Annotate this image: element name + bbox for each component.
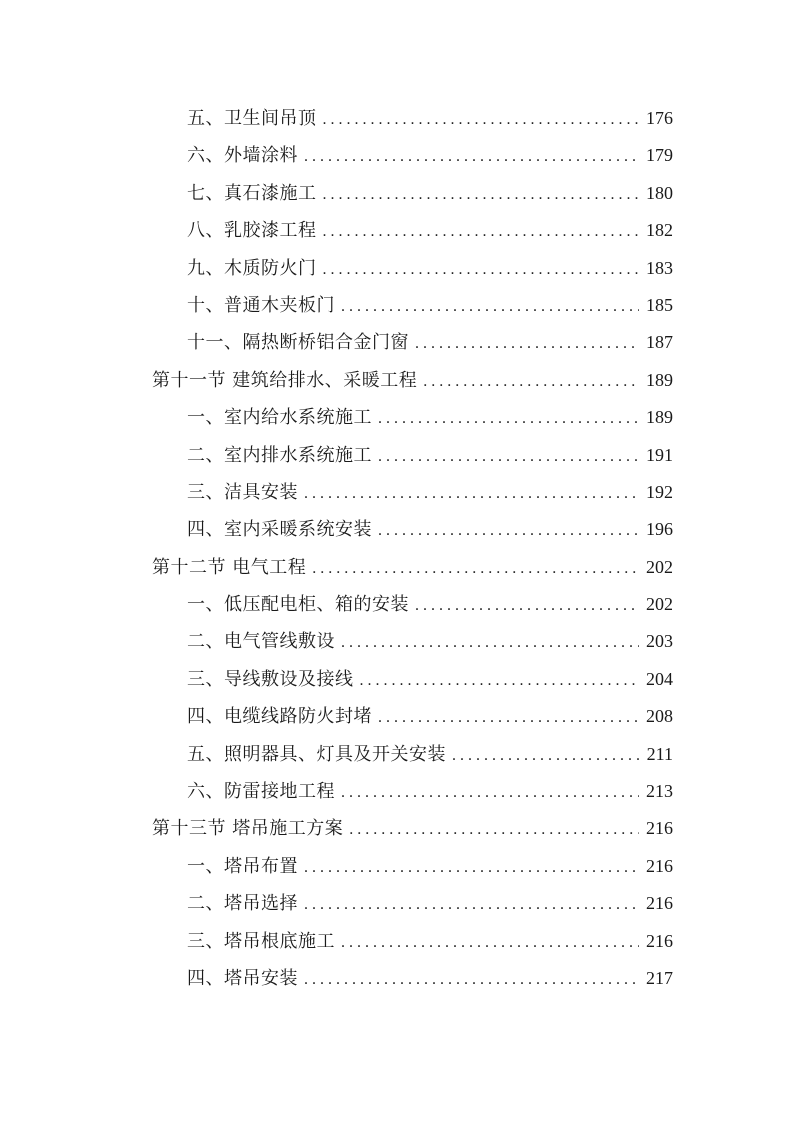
toc-page-number: 213 bbox=[646, 781, 673, 802]
toc-dot-leader bbox=[304, 475, 639, 512]
toc-subsection-entry[interactable] bbox=[152, 586, 673, 623]
toc-dot-leader bbox=[415, 587, 639, 624]
toc-entry-title: 第十一节 建筑给排水、采暖工程 bbox=[152, 369, 418, 391]
toc-dot-leader bbox=[349, 811, 639, 848]
toc-page-number: 176 bbox=[646, 108, 673, 128]
toc-dot-leader bbox=[304, 886, 639, 923]
toc-entry-title: 三、塔吊根底施工 bbox=[187, 930, 335, 952]
toc-page-number: 216 bbox=[646, 930, 673, 951]
toc-page-number: 211 bbox=[646, 743, 673, 764]
toc-dot-leader bbox=[423, 363, 639, 400]
toc-dot-leader bbox=[304, 138, 639, 175]
toc-entry-title: 五、照明器具、灯具及开关安装 bbox=[187, 743, 446, 765]
toc-dot-leader bbox=[323, 213, 640, 250]
toc-subsection-entry[interactable] bbox=[152, 661, 673, 698]
toc-page-number: 185 bbox=[646, 294, 673, 315]
toc-page-number: 192 bbox=[646, 481, 673, 502]
toc-page-number: 216 bbox=[646, 818, 673, 839]
toc-page-number: 182 bbox=[646, 220, 673, 241]
toc-subsection-entry[interactable] bbox=[152, 848, 673, 885]
toc-entry-title: 四、塔吊安装 bbox=[187, 967, 298, 989]
table-of-contents bbox=[152, 100, 673, 997]
toc-dot-leader bbox=[378, 400, 639, 437]
toc-entry-title: 二、电气管线敷设 bbox=[187, 631, 335, 653]
toc-section-entry[interactable] bbox=[152, 810, 673, 847]
toc-entry-title: 四、电缆线路防火封堵 bbox=[187, 706, 372, 728]
toc-page-number: 183 bbox=[646, 257, 673, 278]
toc-subsection-entry[interactable] bbox=[152, 923, 673, 960]
toc-entry-title: 三、洁具安装 bbox=[187, 481, 298, 503]
toc-subsection-entry[interactable] bbox=[152, 250, 673, 287]
toc-entry-title: 二、塔吊选择 bbox=[187, 893, 298, 915]
toc-subsection-entry[interactable] bbox=[152, 698, 673, 735]
toc-subsection-entry[interactable] bbox=[152, 399, 673, 436]
toc-entry-title: 第十三节 塔吊施工方案 bbox=[152, 818, 344, 840]
toc-entry-title: 九、木质防火门 bbox=[187, 257, 317, 279]
toc-subsection-entry[interactable] bbox=[152, 175, 673, 212]
toc-subsection-entry[interactable] bbox=[152, 773, 673, 810]
toc-page-number: 204 bbox=[646, 668, 673, 689]
toc-dot-leader bbox=[452, 737, 639, 774]
toc-entry-title: 六、外墙涂料 bbox=[187, 145, 298, 167]
toc-page-number: 189 bbox=[646, 369, 673, 390]
toc-subsection-entry[interactable] bbox=[152, 100, 673, 137]
toc-page-number: 187 bbox=[646, 332, 673, 353]
toc-entry-title: 十、普通木夹板门 bbox=[187, 294, 335, 316]
toc-subsection-entry[interactable] bbox=[152, 885, 673, 922]
toc-entry-title: 四、室内采暖系统安装 bbox=[187, 519, 372, 541]
toc-entry-title: 二、室内排水系统施工 bbox=[187, 444, 372, 466]
toc-subsection-entry[interactable] bbox=[152, 736, 673, 773]
toc-dot-leader bbox=[415, 325, 639, 362]
toc-page-number: 179 bbox=[646, 145, 673, 166]
toc-entry-title: 十一、隔热断桥铝合金门窗 bbox=[187, 332, 409, 354]
toc-page-number: 189 bbox=[646, 407, 673, 428]
toc-subsection-entry[interactable] bbox=[152, 212, 673, 249]
toc-subsection-entry[interactable] bbox=[152, 511, 673, 548]
toc-page-number: 216 bbox=[646, 855, 673, 876]
toc-dot-leader bbox=[323, 251, 640, 288]
toc-entry-title: 七、真石漆施工 bbox=[187, 182, 317, 204]
toc-dot-leader bbox=[341, 774, 639, 811]
toc-page-number: 180 bbox=[646, 182, 673, 203]
toc-dot-leader bbox=[341, 624, 639, 661]
toc-page-number: 216 bbox=[646, 893, 673, 914]
toc-dot-leader bbox=[341, 288, 639, 325]
toc-dot-leader bbox=[304, 961, 639, 998]
toc-page-number: 202 bbox=[646, 594, 673, 615]
toc-subsection-entry[interactable] bbox=[152, 437, 673, 474]
toc-subsection-entry[interactable] bbox=[152, 960, 673, 997]
toc-page-number: 202 bbox=[646, 556, 673, 577]
toc-entry-title: 五、卫生间吊顶 bbox=[187, 108, 317, 129]
toc-dot-leader bbox=[323, 176, 640, 213]
toc-subsection-entry[interactable] bbox=[152, 623, 673, 660]
toc-entry-title: 六、防雷接地工程 bbox=[187, 781, 335, 803]
toc-entry-title: 一、室内给水系统施工 bbox=[187, 407, 372, 429]
toc-entry-title: 一、低压配电柜、箱的安装 bbox=[187, 594, 409, 616]
toc-entry-title: 第十二节 电气工程 bbox=[152, 556, 307, 578]
toc-page-number: 217 bbox=[646, 967, 673, 988]
toc-entry-title: 一、塔吊布置 bbox=[187, 855, 298, 877]
toc-subsection-entry[interactable] bbox=[152, 137, 673, 174]
toc-page-number: 208 bbox=[646, 706, 673, 727]
toc-page-number: 191 bbox=[646, 444, 673, 465]
toc-subsection-entry[interactable] bbox=[152, 474, 673, 511]
toc-page-number: 203 bbox=[646, 631, 673, 652]
toc-dot-leader bbox=[378, 438, 639, 475]
toc-dot-leader bbox=[341, 924, 639, 961]
toc-dot-leader bbox=[378, 699, 639, 736]
toc-entry-title: 三、导线敷设及接线 bbox=[187, 668, 354, 690]
toc-page-number: 196 bbox=[646, 519, 673, 540]
toc-dot-leader bbox=[360, 662, 640, 699]
toc-dot-leader bbox=[304, 849, 639, 886]
toc-entry-title: 八、乳胶漆工程 bbox=[187, 220, 317, 242]
toc-dot-leader bbox=[378, 512, 639, 549]
toc-subsection-entry[interactable] bbox=[152, 287, 673, 324]
toc-section-entry[interactable] bbox=[152, 549, 673, 586]
toc-dot-leader bbox=[323, 101, 640, 138]
toc-subsection-entry[interactable] bbox=[152, 324, 673, 361]
toc-section-entry[interactable] bbox=[152, 362, 673, 399]
toc-dot-leader bbox=[312, 550, 639, 587]
